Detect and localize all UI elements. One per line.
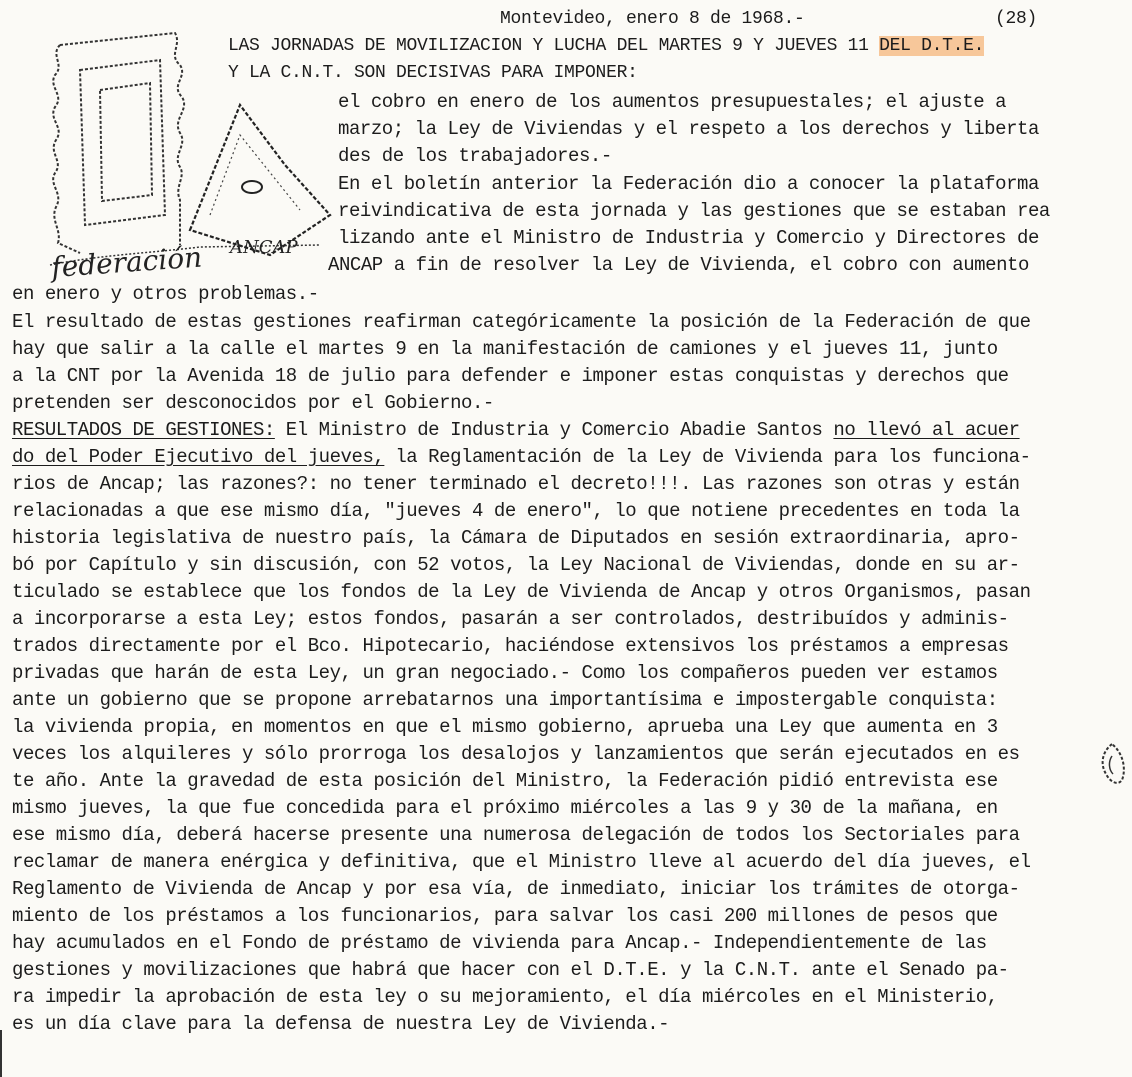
results-line: a incorporarse a esta Ley; estos fondos, pasarán a ser controlados, destribuídos y adminis-: [12, 608, 1009, 630]
results-line: mismo jueves, la que fue concedida para el próximo miércoles a las 9 y 30 de la mañana, en: [12, 797, 998, 819]
intro-line-3: des de los trabajadores.-: [338, 145, 612, 167]
results-line: ticulado se establece que los fondos de la Ley de Vivienda de Ancap y otros Organismos, pasan: [12, 581, 1031, 603]
results-line: privadas que harán de esta Ley, un gran negociado.- Como los compañeros pueden ver estamos: [12, 662, 998, 684]
results-line: rios de Ancap; las razones?: no tener terminado el decreto!!!. Las razones son otras y están: [12, 473, 1020, 495]
results-underlined-text: do del Poder Ejecutivo del jueves,: [12, 446, 385, 468]
logo-text-left: federación: [50, 240, 204, 284]
results-line: ante un gobierno que se propone arrebatarnos una importantísima e impostergable conquista:: [12, 689, 998, 711]
title-line-2: Y LA C.N.T. SON DECISIVAS PARA IMPONER:: [228, 63, 638, 83]
results-line: hay acumulados en el Fondo de préstamo de vivienda para Ancap.- Independientemente de las: [12, 932, 987, 954]
paragraph2-line: El resultado de estas gestiones reafirman categóricamente la posición de la Federación de que: [12, 311, 1031, 333]
results-text: la Reglamentación de la Ley de Vivienda para los funciona-: [384, 446, 1031, 468]
left-edge-rule: [0, 1030, 2, 1077]
title-line-1: [228, 34, 984, 58]
title-line-1-text: LAS JORNADAS DE MOVILIZACION Y LUCHA DEL MARTES 9 Y JUEVES 11: [228, 36, 880, 56]
results-line: relacionadas a que ese mismo día, "jueves 4 de enero", lo que notiene precedentes en toda la: [12, 500, 1020, 522]
document-number: (28): [995, 9, 1038, 29]
margin-punch-mark: [1094, 740, 1128, 790]
results-line: trados directamente por el Bco. Hipotecario, haciéndose extensivos los préstamos a empresas: [12, 635, 1009, 657]
results-line: gestiones y movilizaciones que habrá que hacer con el D.T.E. y la C.N.T. ante el Senado pa-: [12, 959, 1009, 981]
title-highlight-dte: DEL D.T.E.: [879, 36, 985, 56]
paragraph1-end: en enero y otros problemas.-: [12, 283, 319, 305]
results-heading: RESULTADOS DE GESTIONES:: [12, 419, 275, 441]
paragraph1-line: lizando ante el Ministro de Industria y Comercio y Directores de: [338, 227, 1039, 249]
paragraph2-line: a la CNT por la Avenida 18 de julio para defender e imponer estas conquistas y derechos que: [12, 365, 1009, 387]
paragraph1-line: ANCAP a fin de resolver la Ley de Vivienda, el cobro con aumento: [328, 254, 1029, 276]
results-line: miento de los préstamos a los funcionarios, para salvar los casi 200 millones de pesos que: [12, 905, 998, 927]
paragraph1-line: En el boletín anterior la Federación dio a conocer la plataforma: [338, 173, 1039, 195]
results-line: veces los alquileres y sólo prorroga los desalojos y lanzamientos que serán ejecutados en es: [12, 743, 1020, 765]
results-line: ra impedir la aprobación de esta ley o su mejoramiento, el día miércoles en el Ministerio,: [12, 986, 998, 1008]
results-line-1: [12, 418, 1020, 442]
results-line: es un día clave para la defensa de nuestra Ley de Vivienda.-: [12, 1013, 670, 1035]
results-line: historia legislativa de nuestro país, la Cámara de Diputados en sesión extraordinaria, apro-: [12, 527, 1020, 549]
results-line: te año. Ante la gravedad de esta posición del Ministro, la Federación pidió entrevista ese: [12, 770, 998, 792]
logo-text-right: ANCAP: [230, 237, 298, 258]
paragraph2-line: hay que salir a la calle el martes 9 en la manifestación de camiones y el jueves 11, junto: [12, 338, 998, 360]
results-line-2: [12, 445, 1031, 469]
paragraph2-line: pretenden ser desconocidos por el Gobierno.-: [12, 392, 494, 414]
results-line: Reglamento de Vivienda de Ancap y por esa vía, de inmediato, iniciar los trámites de otorga-: [12, 878, 1020, 900]
results-underlined-text: no llevó al acuer: [833, 419, 1020, 441]
results-text: El Ministro de Industria y Comercio Abadie Santos: [274, 419, 834, 441]
intro-line-2: marzo; la Ley de Viviendas y el respeto a los derechos y liberta: [338, 118, 1039, 140]
results-line: bó por Capítulo y sin discusión, con 52 votos, la Ley Nacional de Viviendas, donde en su ar-: [12, 554, 1020, 576]
results-line: reclamar de manera enérgica y definitiva, que el Ministro lleve al acuerdo del día jueves, el: [12, 851, 1031, 873]
paragraph1-line: reivindicativa de esta jornada y las gestiones que se estaban rea: [338, 200, 1050, 222]
results-line: ese mismo día, deberá hacerse presente una numerosa delegación de todos los Sectoriales para: [12, 824, 1020, 846]
results-line: la vivienda propia, en momentos en que el mismo gobierno, aprueba una Ley que aumenta en 3: [12, 716, 998, 738]
intro-line-1: el cobro en enero de los aumentos presupuestales; el ajuste a: [338, 91, 1007, 113]
document-date: Montevideo, enero 8 de 1968.-: [500, 9, 805, 29]
